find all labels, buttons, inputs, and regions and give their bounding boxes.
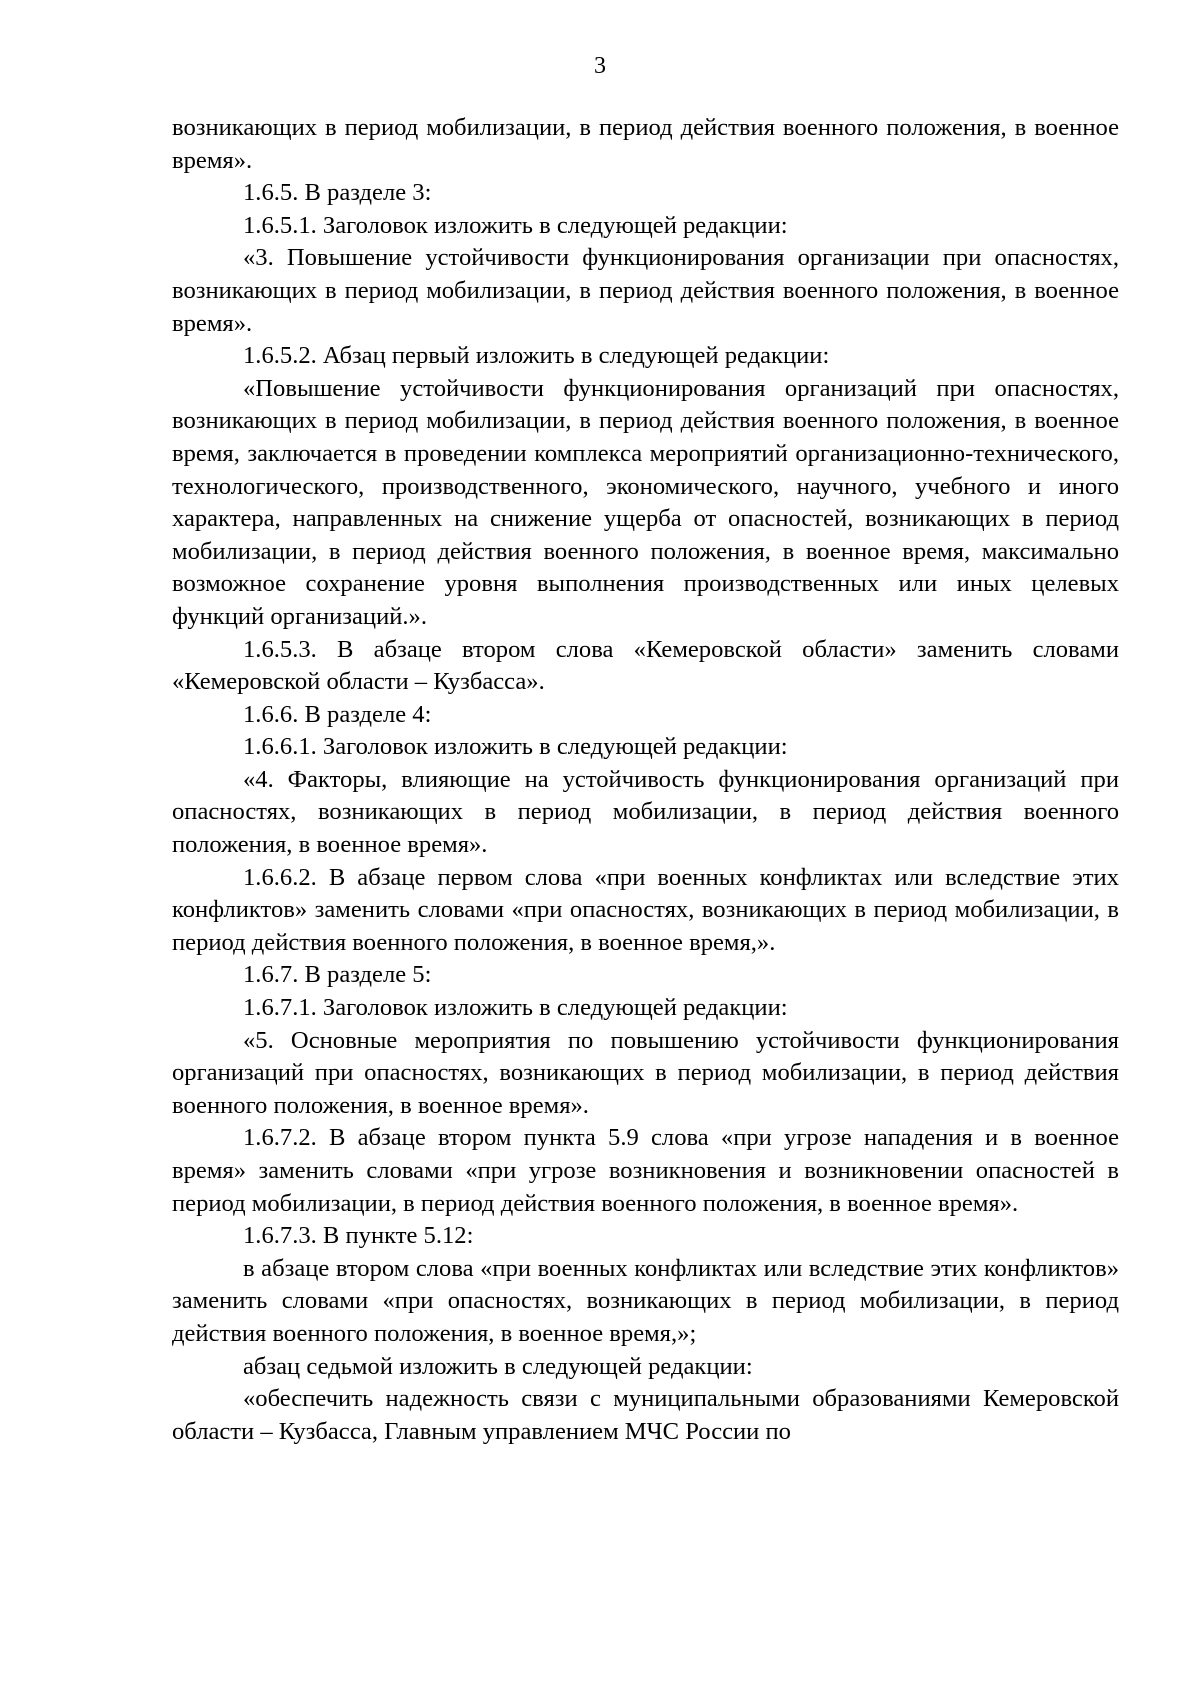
paragraph-section-5-heading: 1.6.7. В разделе 5: (243, 961, 432, 989)
paragraph-item-1-6-6-2: 1.6.6.2. В абзаце первом слова «при военных конфликтах или вследствие этих конфликтов» заменить словами «при опасностях, возникающих в период мобилизации, в период действия военного положения, в военное время,». (172, 863, 1119, 956)
paragraph-item-1-6-7-1: 1.6.7.1. Заголовок изложить в следующей редакции: (243, 994, 788, 1022)
paragraph-quote-section-3-title: «3. Повышение устойчивости функционирования организации при опасностях, возникающих в период мобилизации, в период действия военного положения, в военное время». (172, 244, 1119, 337)
paragraph-item-1-6-7-2: 1.6.7.2. В абзаце втором пункта 5.9 слова «при угрозе нападения и в военное время» заменить словами «при угрозе возникновения и возникновении опасностей в период мобилизации, в период действия военного положения, в военное время». (172, 1124, 1119, 1217)
paragraph-continuation: возникающих в период мобилизации, в период действия военного положения, в военное время». (172, 114, 1119, 174)
paragraph-second-abzac-change: в абзаце втором слова «при военных конфликтах или вследствие этих конфликтов» заменить словами «при опасностях, возникающих в период мобилизации, в период действия военного положения, в военное время,»; (172, 1254, 1119, 1347)
paragraph-section-3-heading: 1.6.5. В разделе 3: (243, 179, 432, 207)
page-number: 3 (594, 53, 606, 79)
paragraph-quote-first-abzac: «Повышение устойчивости функционирования организаций при опасностях, возникающих в период мобилизации, в период действия военного положения, в военное время, заключается в проведении комплекса мероприятий организационно-технического, технологического, производственного, экономического, научного, учебного и иного характера, направленных на снижение ущерба от опасностей, возникающих в период мобилизации, в период действия военного положения, в военное время, максимально возможное сохранение уровня выполнения производственных или иных целевых функций организаций.». (172, 374, 1119, 630)
document-body (172, 112, 1119, 1448)
paragraph-item-1-6-5-3: 1.6.5.3. В абзаце втором слова «Кемеровской области» заменить словами «Кемеровской области – Кузбасса». (172, 635, 1119, 696)
paragraph-item-1-6-5-1: 1.6.5.1. Заголовок изложить в следующей редакции: (243, 211, 788, 239)
paragraph-quote-section-4-title: «4. Факторы, влияющие на устойчивость функционирования организаций при опасностях, возникающих в период мобилизации, в период действия военного положения, в военное время». (172, 765, 1119, 859)
paragraph-item-1-6-6-1: 1.6.6.1. Заголовок изложить в следующей редакции: (243, 733, 788, 761)
paragraph-item-1-6-7-3: 1.6.7.3. В пункте 5.12: (243, 1222, 474, 1250)
paragraph-seventh-abzac-heading: абзац седьмой изложить в следующей редакции: (243, 1352, 753, 1380)
paragraph-quote-communication: «обеспечить надежность связи с муниципальными образованиями Кемеровской области – Кузбасса, Главным управлением МЧС России по (172, 1385, 1119, 1445)
paragraph-section-4-heading: 1.6.6. В разделе 4: (243, 700, 432, 728)
paragraph-item-1-6-5-2: 1.6.5.2. Абзац первый изложить в следующей редакции: (243, 342, 830, 370)
paragraph-quote-section-5-title: «5. Основные мероприятия по повышению устойчивости функционирования организаций при опасностях, возникающих в период мобилизации, в период действия военного положения, в военное время». (172, 1026, 1119, 1119)
